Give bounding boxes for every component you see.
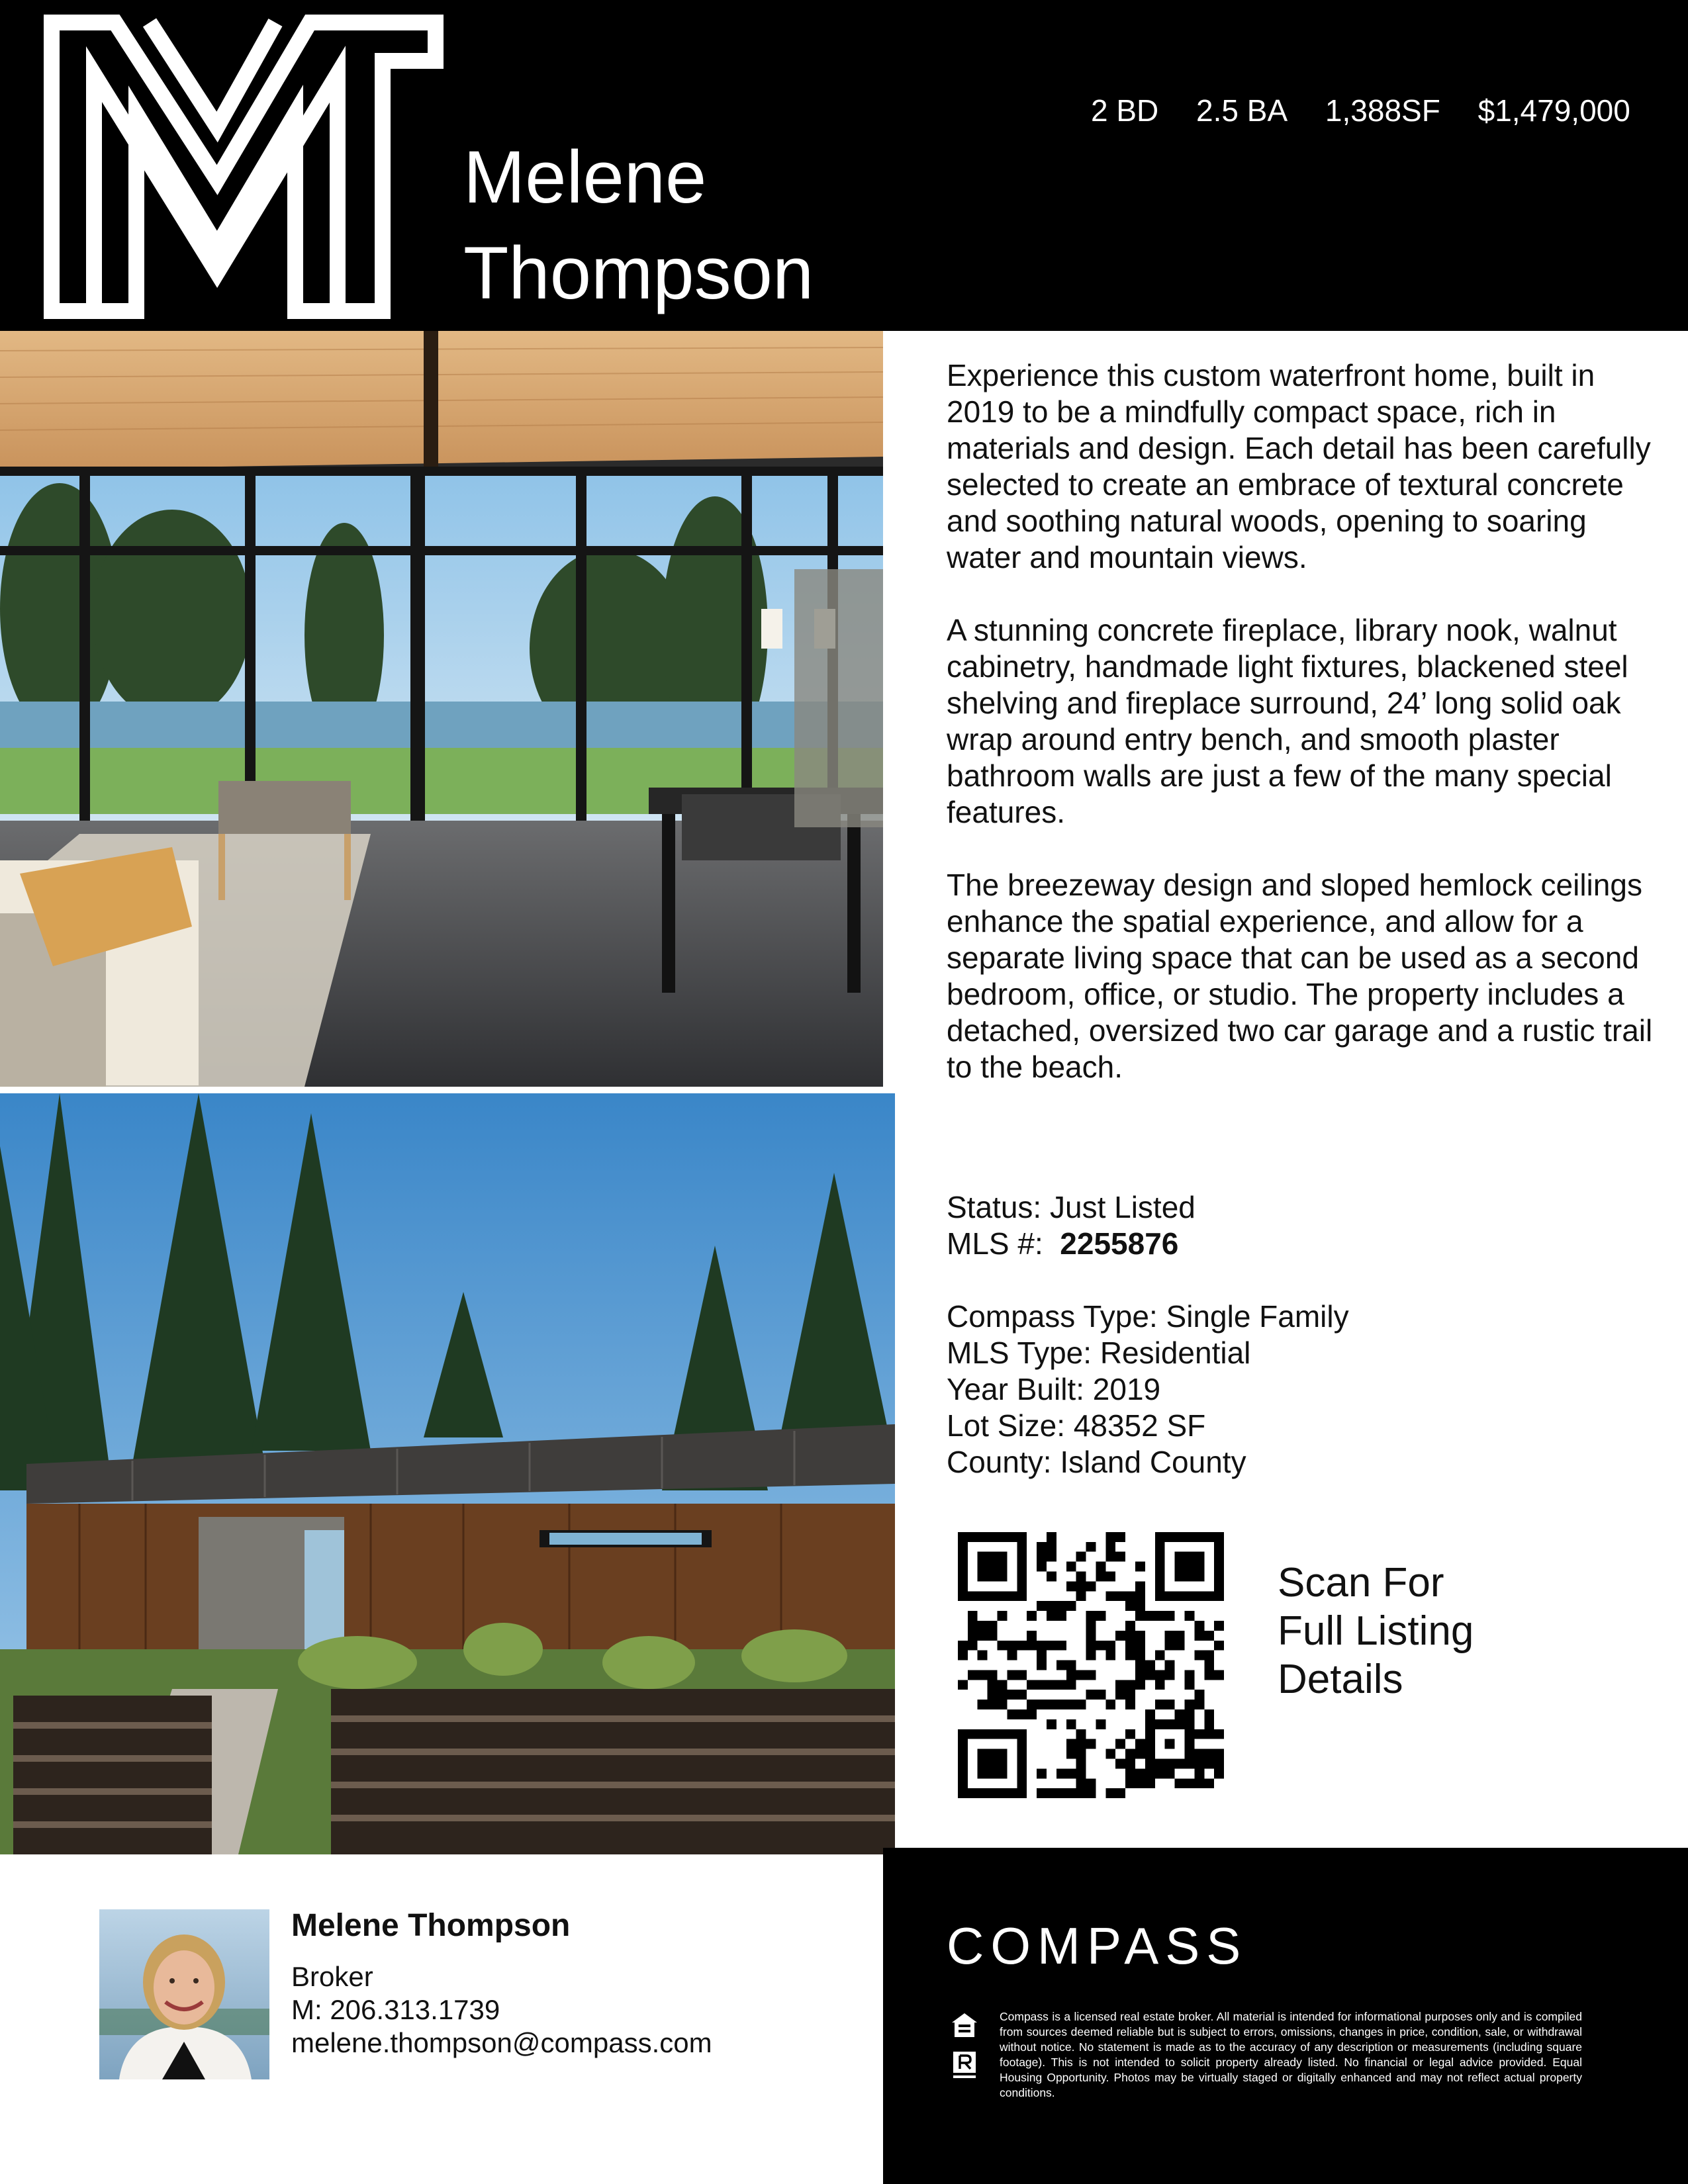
- mls-number: 2255876: [1060, 1226, 1179, 1261]
- agent-email[interactable]: melene.thompson@compass.com: [291, 2027, 712, 2058]
- year-built-row: Year Built: 2019: [947, 1372, 1161, 1406]
- description-paragraph-3: The breezeway design and sloped hemlock ceilings enhance the spatial experience, and allow for a separate living space that can be used as a second bedroom, office, or studio. The property includes a detached, oversized two car garage and a rustic trail to the beach.: [947, 868, 1653, 1084]
- agent-first-name: Melene: [463, 136, 707, 218]
- agent-name-title: [463, 129, 814, 321]
- interior-photo: [0, 331, 883, 1087]
- agent-last-name: Thompson: [463, 232, 814, 314]
- square-feet: 1,388SF: [1325, 93, 1440, 128]
- status-value: Just Listed: [1049, 1190, 1196, 1224]
- description-paragraph-1: Experience this custom waterfront home, built in 2019 to be a mindfully compact space, rich in materials and design. Each detail has been carefully selected to create an embrace of textural concrete and soothing natural woods, opening to soaring water and mountain views.: [947, 358, 1651, 574]
- agent-name: Melene Thompson: [291, 1908, 571, 1943]
- legal-disclaimer: Compass is a licensed real estate broker. All material is intended for informational purposes only and is compiled from sources deemed reliable but is subject to errors, omissions, changes in price, condition, sale, or withdrawal without notice. No statement is made as to the accuracy of any description or measurements (including square footage). This is not intended to solicit property already listed. No financial or legal advice provided. Equal Housing Opportunity. Photos may be virtually staged or digitally enhanced and may not reflect actual property conditions.: [1000, 2010, 1582, 2099]
- agent-headshot: [99, 1909, 269, 2079]
- compass-footer: [883, 1848, 1688, 2184]
- compass-logo: COMPASS: [947, 1917, 1248, 1975]
- mls-row: MLS #: 2255876: [947, 1226, 1179, 1261]
- beds: 2 BD: [1091, 93, 1159, 128]
- baths: 2.5 BA: [1196, 93, 1288, 128]
- realtor-icon: [951, 2050, 978, 2081]
- agent-contact: [291, 1906, 712, 2060]
- status-row: Status: Just Listed: [947, 1190, 1196, 1224]
- header-banner: [0, 0, 1688, 331]
- property-description: [947, 357, 1662, 1122]
- listing-details: [947, 1189, 1662, 1480]
- lot-size-row: Lot Size: 48352 SF: [947, 1408, 1206, 1443]
- description-paragraph-2: A stunning concrete fireplace, library nook, walnut cabinetry, handmade light fixtures, blackened steel shelving and fireplace surround, 24’ long solid oak wrap around entry bench, and smooth plaster bathroom walls are just a few of the many special features.: [947, 613, 1628, 829]
- scan-prompt: Scan For Full Listing Details: [1278, 1560, 1474, 1702]
- compass-type-row: Compass Type: Single Family: [947, 1299, 1349, 1334]
- mls-type-row: MLS Type: Residential: [947, 1336, 1251, 1370]
- agent-phone[interactable]: M: 206.313.1739: [291, 1994, 500, 2025]
- property-specs: [1091, 93, 1630, 128]
- monogram-mt-icon: [44, 15, 444, 319]
- agent-title: Broker: [291, 1961, 373, 1992]
- county-row: County: Island County: [947, 1445, 1246, 1479]
- qr-code[interactable]: [948, 1522, 1234, 1808]
- equal-housing-icon: [951, 2012, 978, 2038]
- exterior-photo: [0, 1093, 895, 1854]
- price: $1,479,000: [1477, 93, 1630, 128]
